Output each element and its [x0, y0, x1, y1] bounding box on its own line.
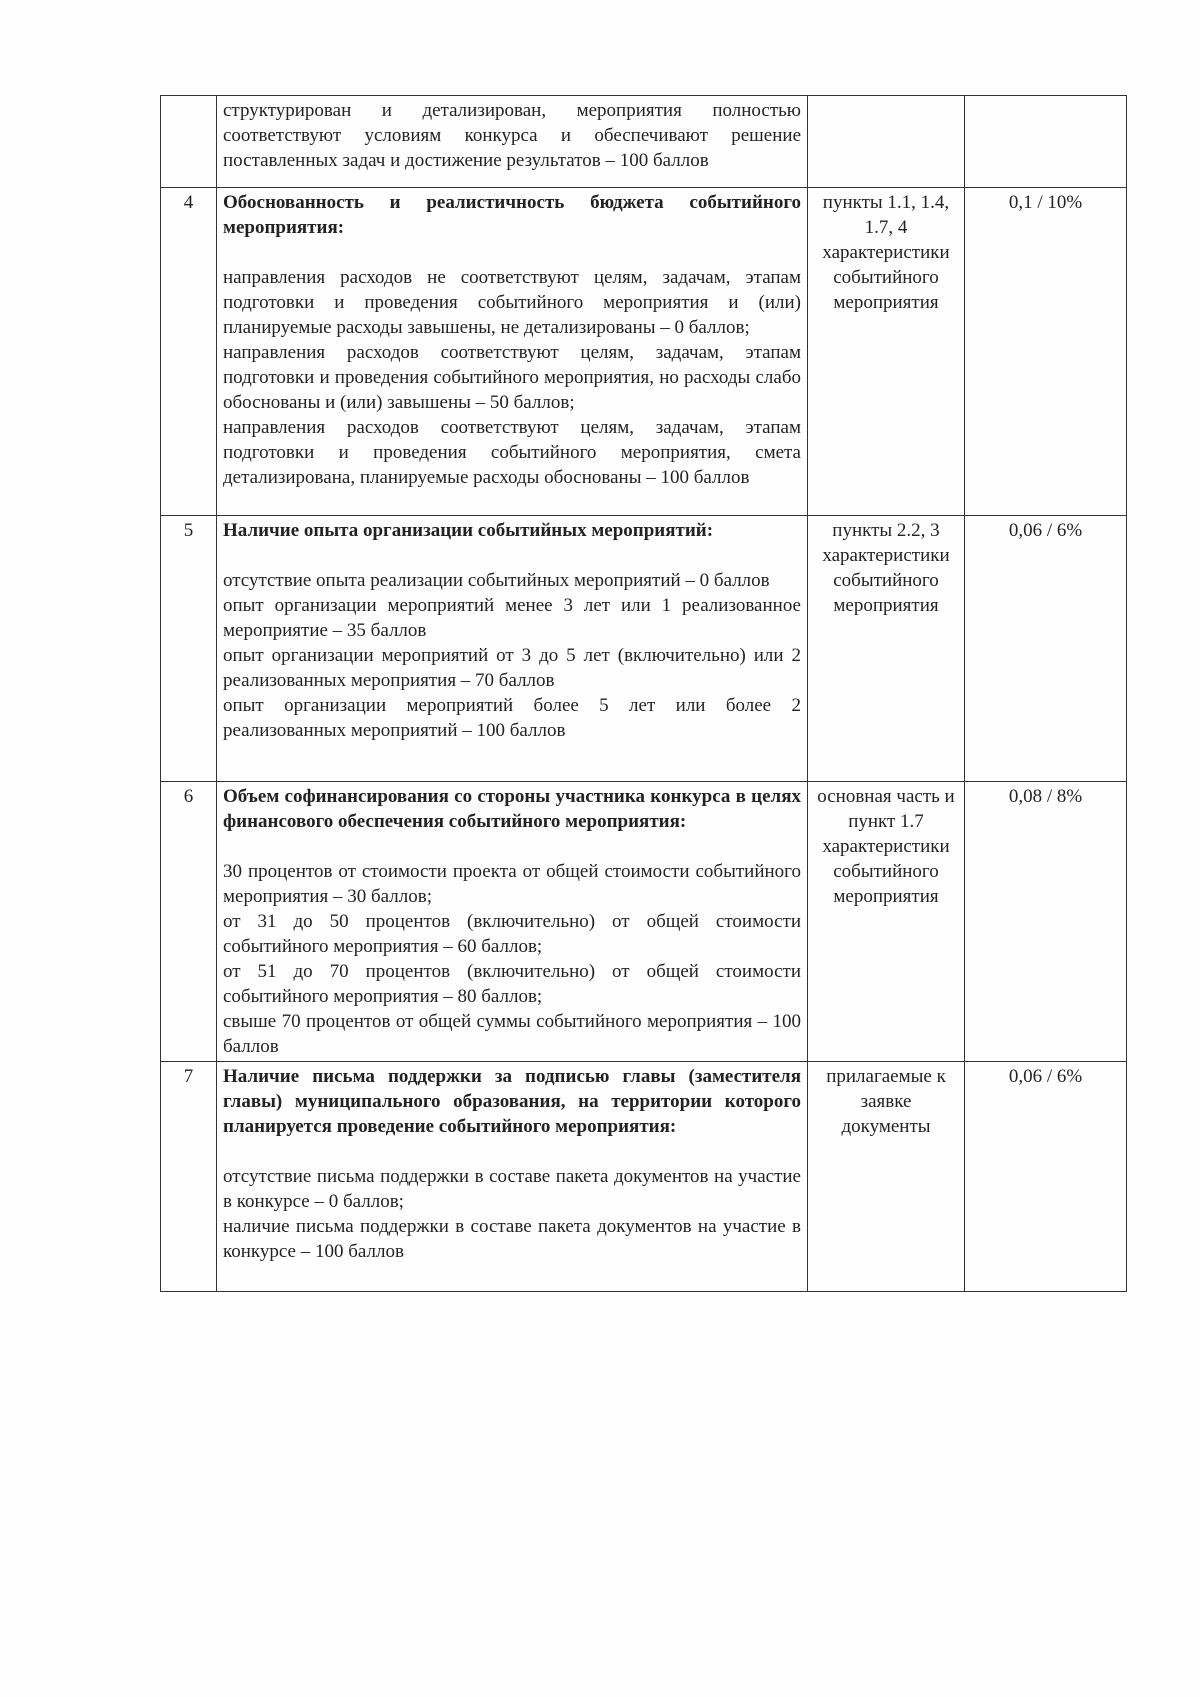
scoring-text: отсутствие письма поддержки в составе пакета документов на участие в конкурсе – 0 баллов; — [223, 1166, 801, 1212]
scoring-text: от 31 до 50 процентов (включительно) от общей стоимости событийного мероприятия – 60 баллов; — [223, 911, 801, 957]
weight-cell: 0,08 / 8% — [965, 782, 1127, 1062]
row-number: 5 — [161, 516, 217, 782]
scoring-text: опыт организации мероприятий от 3 до 5 лет (включительно) или 2 реализованных мероприятия – 70 баллов — [223, 645, 801, 691]
row-number — [161, 96, 217, 188]
scoring-text: направления расходов соответствуют целям, задачам, этапам подготовки и проведения событийного мероприятия, но расходы слабо обоснованы и (или) завышены – 50 баллов; — [223, 342, 801, 413]
criteria-table — [160, 95, 1127, 1292]
scoring-text: структурирован и детализирован, мероприятия полностью соответствуют условиям конкурса и обеспечивают решение поставленных задач и достижение результатов – 100 баллов — [223, 100, 801, 171]
source-cell: основная часть и пункт 1.7 характеристики событийного мероприятия — [808, 782, 965, 1062]
source-cell — [808, 96, 965, 188]
scoring-text: опыт организации мероприятий более 5 лет или более 2 реализованных мероприятий – 100 баллов — [223, 695, 801, 741]
row-number: 4 — [161, 188, 217, 516]
weight-cell: 0,1 / 10% — [965, 188, 1127, 516]
scoring-text: опыт организации мероприятий менее 3 лет или 1 реализованное мероприятие – 35 баллов — [223, 595, 801, 641]
table-row — [161, 96, 1127, 188]
criterion-heading: Наличие опыта организации событийных мероприятий: — [223, 520, 714, 541]
criterion-heading: Обоснованность и реалистичность бюджета событийного мероприятия: — [223, 192, 801, 238]
criterion-description — [217, 1062, 808, 1292]
criterion-description — [217, 96, 808, 188]
row-number: 7 — [161, 1062, 217, 1292]
scoring-text: наличие письма поддержки в составе пакета документов на участие в конкурсе – 100 баллов — [223, 1216, 801, 1262]
source-cell: пункты 1.1, 1.4, 1.7, 4 характеристики событийного мероприятия — [808, 188, 965, 516]
table-row — [161, 782, 1127, 1062]
criterion-description — [217, 516, 808, 782]
scoring-text: направления расходов не соответствуют целям, задачам, этапам подготовки и проведения событийного мероприятия и (или) планируемые расходы завышены, не детализированы – 0 баллов; — [223, 267, 801, 338]
table-row — [161, 188, 1127, 516]
scoring-text: направления расходов соответствуют целям, задачам, этапам подготовки и проведения событийного мероприятия, смета детализирована, планируемые расходы обоснованы – 100 баллов — [223, 417, 801, 488]
criterion-heading: Объем софинансирования со стороны участника конкурса в целях финансового обеспечения событийного мероприятия: — [223, 786, 801, 832]
table-row — [161, 1062, 1127, 1292]
weight-cell: 0,06 / 6% — [965, 1062, 1127, 1292]
scoring-text: от 51 до 70 процентов (включительно) от общей стоимости событийного мероприятия – 80 баллов; — [223, 961, 801, 1007]
criterion-description — [217, 188, 808, 516]
criterion-description — [217, 782, 808, 1062]
scoring-text: свыше 70 процентов от общей суммы событийного мероприятия – 100 баллов — [223, 1011, 801, 1057]
weight-cell — [965, 96, 1127, 188]
scoring-text: отсутствие опыта реализации событийных мероприятий – 0 баллов — [223, 570, 770, 591]
weight-cell: 0,06 / 6% — [965, 516, 1127, 782]
source-cell: прилагаемые к заявке документы — [808, 1062, 965, 1292]
criterion-heading: Наличие письма поддержки за подписью главы (заместителя главы) муниципального образования, на территории которого планируется проведение событийного мероприятия: — [223, 1066, 801, 1137]
source-cell: пункты 2.2, 3 характеристики событийного мероприятия — [808, 516, 965, 782]
table-row — [161, 516, 1127, 782]
row-number: 6 — [161, 782, 217, 1062]
scoring-text: 30 процентов от стоимости проекта от общей стоимости событийного мероприятия – 30 баллов; — [223, 861, 801, 907]
